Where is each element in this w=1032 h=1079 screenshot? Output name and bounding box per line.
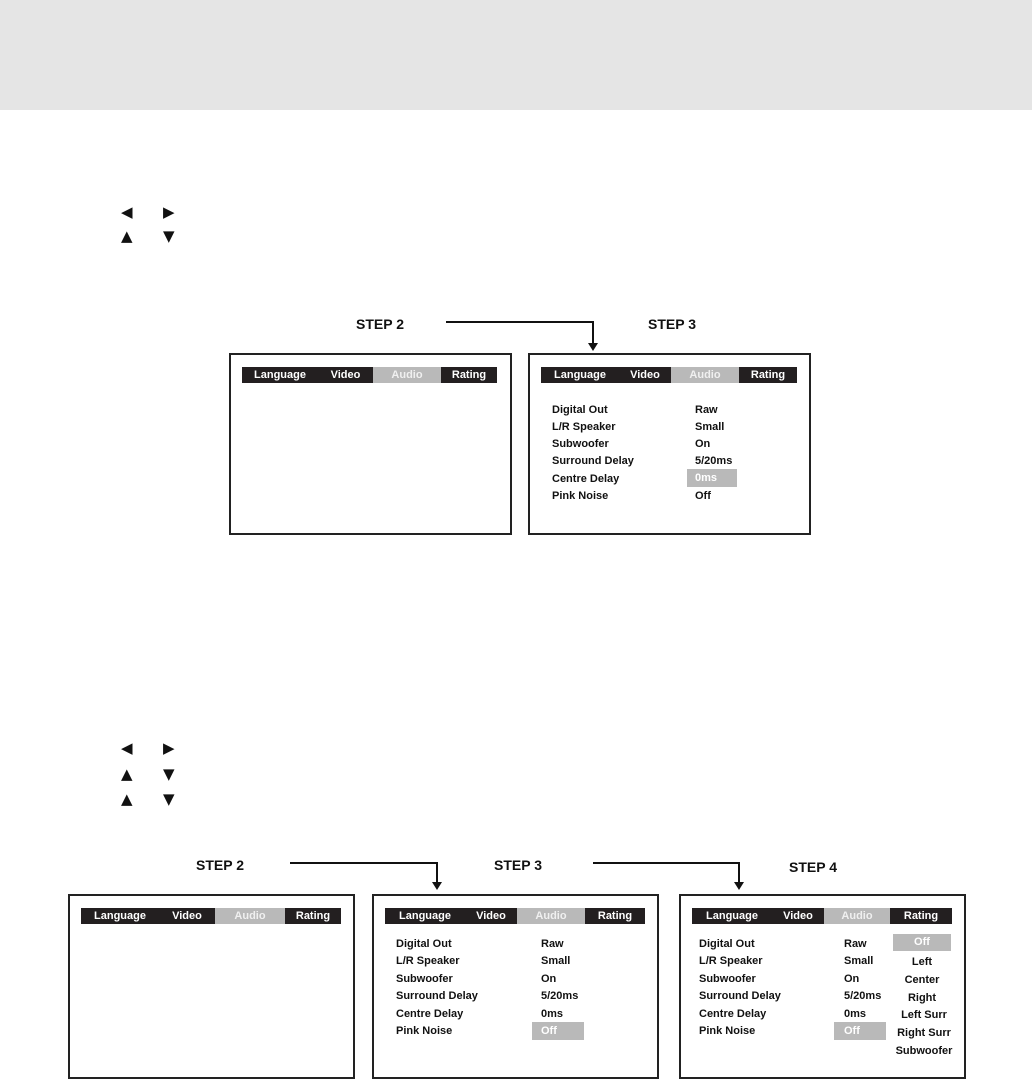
up-arrow-icon: ▲ bbox=[121, 765, 133, 783]
setting-value[interactable]: On bbox=[844, 973, 860, 985]
step3-label: STEP 3 bbox=[494, 857, 542, 873]
pink-noise-option-selected[interactable]: Off bbox=[893, 934, 951, 951]
osd-screen-step2 bbox=[229, 353, 512, 535]
pink-noise-option[interactable]: Right bbox=[907, 992, 937, 1004]
tab-video[interactable]: Video bbox=[619, 367, 671, 383]
setting-value[interactable]: Small bbox=[541, 955, 571, 967]
step-connector-arrow bbox=[285, 855, 455, 895]
setting-value[interactable]: 0ms bbox=[541, 1008, 564, 1020]
setting-value[interactable]: Off bbox=[695, 490, 711, 502]
setting-label: Surround Delay bbox=[552, 455, 634, 467]
left-arrow-icon: ◀ bbox=[121, 739, 133, 757]
tab-video[interactable]: Video bbox=[465, 908, 517, 924]
setting-label: Digital Out bbox=[552, 404, 608, 416]
osd-screen-step4 bbox=[679, 894, 966, 1079]
setting-label: Surround Delay bbox=[396, 990, 478, 1002]
tab-bar bbox=[541, 367, 797, 383]
osd-screen-step3 bbox=[528, 353, 811, 535]
tab-language[interactable]: Language bbox=[692, 908, 772, 924]
setting-label: Surround Delay bbox=[699, 990, 781, 1002]
setting-label: Subwoofer bbox=[396, 973, 453, 985]
step-connector-arrow bbox=[440, 314, 610, 354]
setting-label: L/R Speaker bbox=[699, 955, 763, 967]
setting-label: Subwoofer bbox=[552, 438, 609, 450]
step2-label: STEP 2 bbox=[356, 316, 404, 332]
pink-noise-option[interactable]: Center bbox=[904, 974, 940, 986]
pink-noise-option[interactable]: Subwoofer bbox=[895, 1045, 953, 1057]
setting-value-selected[interactable]: Off bbox=[532, 1022, 584, 1040]
setting-value-selected[interactable]: Off bbox=[834, 1022, 886, 1040]
header-band bbox=[0, 0, 1032, 110]
step3-label: STEP 3 bbox=[648, 316, 696, 332]
tab-bar bbox=[81, 908, 341, 924]
setting-value[interactable]: On bbox=[695, 438, 711, 450]
down-arrow-icon: ▼ bbox=[163, 227, 175, 245]
osd-screen-step2 bbox=[68, 894, 355, 1079]
tab-bar bbox=[242, 367, 497, 383]
tab-audio[interactable]: Audio bbox=[517, 908, 585, 924]
setting-label: L/R Speaker bbox=[396, 955, 460, 967]
setting-value[interactable]: Raw bbox=[695, 404, 718, 416]
setting-label: Centre Delay bbox=[699, 1008, 767, 1020]
tab-rating[interactable]: Rating bbox=[285, 908, 341, 924]
setting-label: Pink Noise bbox=[552, 490, 609, 502]
tab-rating[interactable]: Rating bbox=[585, 908, 645, 924]
pink-noise-option[interactable]: Right Surr bbox=[897, 1027, 951, 1039]
setting-value[interactable]: 5/20ms bbox=[844, 990, 882, 1002]
tab-rating[interactable]: Rating bbox=[739, 367, 797, 383]
pink-noise-option[interactable]: Left bbox=[911, 956, 933, 968]
tab-language[interactable]: Language bbox=[541, 367, 619, 383]
tab-rating[interactable]: Rating bbox=[890, 908, 952, 924]
pink-noise-option[interactable]: Left Surr bbox=[901, 1009, 947, 1021]
setting-label: Subwoofer bbox=[699, 973, 756, 985]
tab-audio[interactable]: Audio bbox=[671, 367, 739, 383]
setting-value[interactable]: Raw bbox=[844, 938, 867, 950]
setting-value[interactable]: 5/20ms bbox=[695, 455, 733, 467]
setting-value[interactable]: 0ms bbox=[844, 1008, 867, 1020]
down-arrow-icon: ▼ bbox=[163, 790, 175, 808]
setting-value-selected[interactable]: 0ms bbox=[687, 469, 737, 487]
step-connector-arrow bbox=[588, 855, 758, 895]
setting-label: Pink Noise bbox=[396, 1025, 453, 1037]
down-arrow-icon: ▼ bbox=[163, 765, 175, 783]
tab-language[interactable]: Language bbox=[242, 367, 318, 383]
tab-video[interactable]: Video bbox=[318, 367, 373, 383]
right-arrow-icon: ▶ bbox=[163, 739, 175, 757]
tab-audio[interactable]: Audio bbox=[824, 908, 890, 924]
setting-label: Pink Noise bbox=[699, 1025, 756, 1037]
tab-bar bbox=[385, 908, 645, 924]
up-arrow-icon: ▲ bbox=[121, 227, 133, 245]
step4-label: STEP 4 bbox=[789, 859, 837, 875]
setting-value[interactable]: Small bbox=[844, 955, 874, 967]
tab-language[interactable]: Language bbox=[81, 908, 159, 924]
setting-label: Digital Out bbox=[699, 938, 755, 950]
tab-video[interactable]: Video bbox=[772, 908, 824, 924]
tab-rating[interactable]: Rating bbox=[441, 367, 497, 383]
setting-label: Digital Out bbox=[396, 938, 452, 950]
setting-label: L/R Speaker bbox=[552, 421, 616, 433]
tab-audio[interactable]: Audio bbox=[373, 367, 441, 383]
up-arrow-icon: ▲ bbox=[121, 790, 133, 808]
setting-label: Centre Delay bbox=[396, 1008, 464, 1020]
osd-screen-step3 bbox=[372, 894, 659, 1079]
tab-video[interactable]: Video bbox=[159, 908, 215, 924]
tab-language[interactable]: Language bbox=[385, 908, 465, 924]
setting-value[interactable]: On bbox=[541, 973, 557, 985]
step2-label: STEP 2 bbox=[196, 857, 244, 873]
setting-value[interactable]: Raw bbox=[541, 938, 564, 950]
setting-value[interactable]: 5/20ms bbox=[541, 990, 579, 1002]
right-arrow-icon: ▶ bbox=[163, 203, 175, 221]
tab-audio[interactable]: Audio bbox=[215, 908, 285, 924]
setting-label: Centre Delay bbox=[552, 473, 620, 485]
tab-bar bbox=[692, 908, 952, 924]
setting-value[interactable]: Small bbox=[695, 421, 725, 433]
left-arrow-icon: ◀ bbox=[121, 203, 133, 221]
